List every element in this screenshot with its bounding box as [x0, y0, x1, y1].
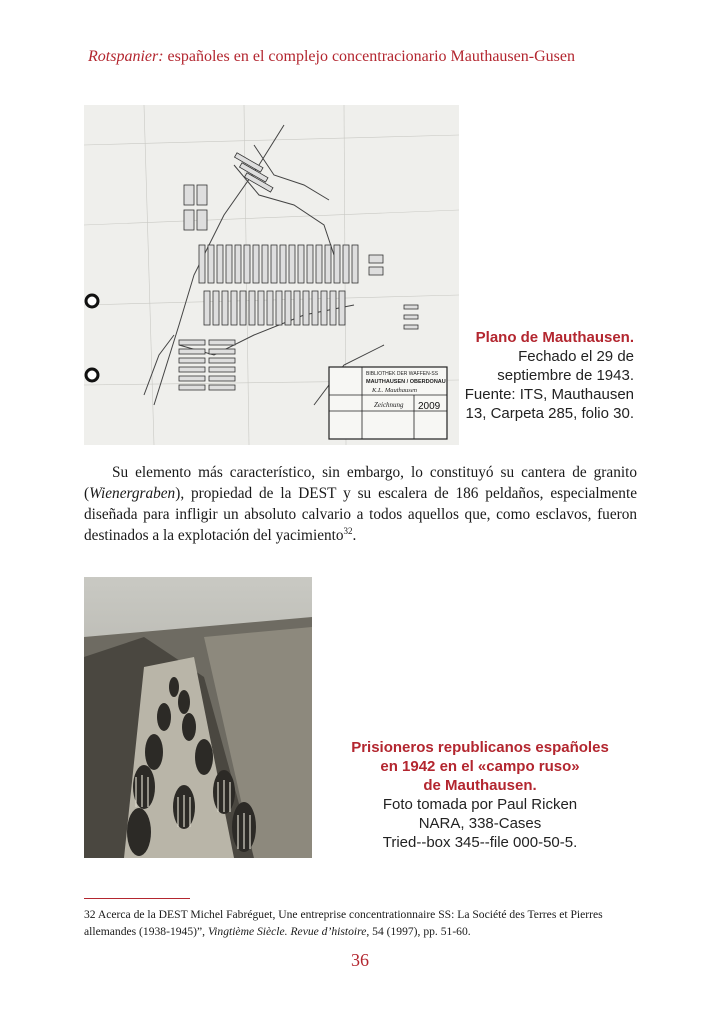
footnote	[84, 906, 640, 940]
photo-caption-title: en 1942 en el «campo ruso»	[380, 758, 580, 775]
mauthausen-map-image	[84, 105, 459, 445]
header-title-rest: españoles en el complejo concentracionario Mauthausen-Gusen	[163, 48, 575, 65]
map-caption	[458, 328, 634, 423]
footnote-ref[interactable]: 32	[343, 525, 353, 536]
map-caption-line: Fechado el 29 de	[518, 348, 634, 365]
photo-caption	[318, 738, 642, 852]
map-caption-line: septiembre de 1943.	[497, 367, 634, 384]
stamp-line-3: K.L. Mauthausen	[372, 387, 417, 394]
photo-caption-title: Prisioneros republicanos españoles	[351, 739, 609, 756]
photo-caption-line: Foto tomada por Paul Ricken	[382, 796, 578, 813]
footnote-text: Acerca de la DEST Michel Fabréguet, Une entreprise concentrationnaire SS: La Société des Terres et Pierres allemandes (1938-1945)”,	[84, 908, 603, 938]
stamp-number: 2009	[418, 401, 441, 412]
map-title-stamp	[329, 367, 447, 439]
photo-caption-line: Tried--box 345--file 000-50-5.	[382, 834, 578, 851]
map-caption-title: Plano de Mauthausen.	[475, 329, 634, 346]
running-header	[88, 48, 648, 66]
body-paragraph	[84, 462, 637, 546]
stamp-line-2: MAUTHAUSEN / OBERDONAU	[366, 379, 446, 385]
prisoners-photo	[84, 577, 312, 858]
map-caption-line: Fuente: ITS, Mauthausen	[464, 386, 634, 403]
paragraph-text-cont: ), propiedad de la DEST y su escalera de 186 peldaños, especialmente diseñada para infligir un absoluto calvario a todos aquellos que, como esclavos, fueron destinados a la explotación del yacimiento	[84, 485, 637, 544]
paragraph-text: Su elemento más característico, sin embargo, lo constituyó su cantera de granito (	[84, 464, 637, 502]
footnote-number: 32	[84, 908, 96, 921]
quarry-name: Wienergraben	[89, 485, 176, 502]
footnote-text-end: , 54 (1997), pp. 51-60.	[366, 925, 471, 938]
footnote-journal: Vingtième Siècle. Revue d’histoire	[207, 925, 367, 938]
footnote-divider	[84, 898, 190, 899]
stamp-sheet: Zeichnung	[374, 401, 404, 409]
map-caption-line: 13, Carpeta 285, folio 30.	[465, 405, 634, 422]
header-title-italic: Rotspanier:	[88, 48, 164, 65]
page-number: 36	[351, 950, 369, 970]
photo-caption-line: NARA, 338-Cases	[418, 815, 542, 832]
photo-caption-title: de Mauthausen.	[423, 777, 537, 794]
paragraph-end: .	[352, 527, 357, 544]
stamp-line-1: BIBLIOTHEK DER WAFFEN-SS	[366, 371, 439, 377]
